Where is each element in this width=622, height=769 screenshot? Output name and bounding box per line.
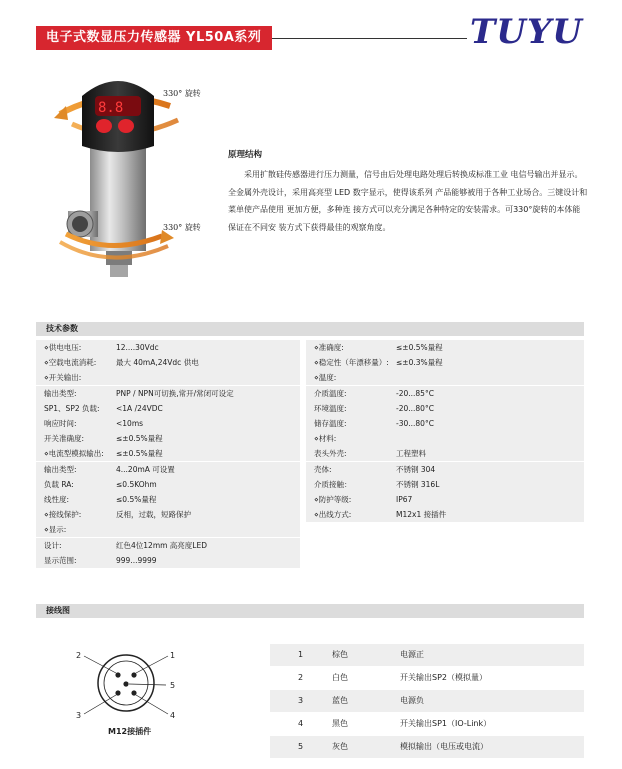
spec-row — [36, 386, 300, 401]
m12-pin-diagram — [70, 640, 200, 730]
spec-label: 表头外壳: — [314, 449, 347, 459]
spec-label: ⋄空载电流消耗: — [44, 358, 97, 368]
spec-value: ≤±0.5%量程 — [116, 449, 163, 459]
spec-value: 红色4位12mm 高亮度LED — [116, 540, 208, 550]
spec-label: ⋄供电电压: — [44, 343, 82, 352]
spec-row — [306, 492, 584, 507]
spec-label: 储存温度: — [314, 419, 347, 428]
wiring-row — [270, 644, 584, 666]
wiring-row — [270, 736, 584, 758]
spec-label: 输出类型: — [44, 388, 77, 398]
wiring-function: 开关输出SP1（IO-Link） — [400, 719, 492, 728]
wiring-row — [270, 690, 584, 712]
spec-value: PNP / NPN可切换,常开/常闭可设定 — [116, 388, 234, 398]
wiring-color: 棕色 — [332, 650, 348, 659]
spec-label: 介质接触： — [314, 479, 352, 489]
spec-value: 12....30Vdc — [116, 343, 159, 352]
spec-row — [36, 462, 300, 477]
spec-value: -30...80°C — [396, 419, 434, 428]
pin-label-5: 5 — [170, 681, 176, 690]
spec-label: ⋄接线保护: — [44, 510, 82, 520]
principle-text: 采用扩散硅传感器进行压力测量，信号由后处理电路处理后转换成标准工业 电信号输出并显示。全金属外壳设计，采用高亮型 LED 数字显示，使得该系列 产品能够被用于各种工业场合。三键设计和菜单使产品使用 更加方便，多种连 接方式可以充分满足各种特定的安装需求。可330°旋转的本体能保证在不同安 装方式下获得最佳的观察角度。 — [228, 170, 588, 232]
rotate-label-top: 330° 旋转 — [163, 89, 201, 98]
wiring-function: 模拟输出（电压或电流） — [400, 742, 488, 751]
spec-row — [36, 492, 300, 507]
spec-value: 最大 40mA,24Vdc 供电 — [116, 358, 199, 368]
wiring-color: 白色 — [332, 673, 348, 682]
spec-value: <1A /24VDC — [116, 403, 163, 413]
spec-row — [306, 507, 584, 522]
spec-value: 不锈钢 316L — [396, 479, 440, 489]
wiring-pin: 1 — [298, 650, 304, 659]
spec-value: ≤±0.5%量程 — [116, 434, 163, 444]
spec-row — [36, 370, 300, 385]
spec-label: ⋄显示: — [44, 525, 67, 535]
spec-label: 壳体: — [314, 464, 332, 474]
wiring-row — [270, 713, 584, 735]
spec-label: ⋄出线方式: — [314, 510, 352, 520]
wiring-pin: 4 — [298, 719, 304, 728]
wiring-function: 电源负 — [400, 696, 424, 705]
principle-heading: 原理结构 — [228, 150, 263, 160]
spec-label: 线性度: — [44, 495, 70, 504]
wiring-color: 蓝色 — [332, 696, 348, 705]
spec-value: M12x1 接插件 — [396, 510, 447, 520]
wiring-color: 黑色 — [332, 719, 348, 728]
spec-row — [306, 416, 584, 431]
spec-label: 显示范围: — [44, 555, 77, 565]
spec-value: 反相，过载，短路保护 — [116, 510, 191, 520]
svg-text:8.8: 8.8 — [98, 100, 124, 116]
rotate-label-bottom: 330° 旋转 — [163, 223, 201, 232]
spec-label: SP1、SP2 负载: — [44, 403, 100, 413]
m12-caption: M12接插件 — [108, 727, 152, 736]
spec-label: ⋄材料: — [314, 434, 337, 444]
pin-label-1: 1 — [170, 651, 176, 660]
spec-row — [306, 431, 584, 446]
spec-row — [306, 386, 584, 401]
spec-row — [36, 538, 300, 553]
spec-label: ⋄开关输出: — [44, 373, 82, 383]
spec-label: 响应时间: — [44, 419, 77, 428]
spec-row — [36, 553, 300, 568]
spec-value: 工程塑料 — [396, 449, 426, 459]
wiring-heading: 接线图 — [36, 604, 584, 618]
wiring-pin: 3 — [298, 696, 304, 705]
spec-row — [36, 522, 300, 537]
spec-row — [306, 477, 584, 492]
spec-value: 4...20mA 可设置 — [116, 464, 175, 474]
spec-row — [36, 355, 300, 370]
spec-value: ≤0.5%量程 — [116, 495, 157, 504]
spec-label: ⋄稳定性（年漂移量）: — [314, 358, 389, 368]
spec-label: 设计: — [44, 540, 62, 550]
spec-row — [36, 477, 300, 492]
spec-value: 不锈钢 304 — [396, 464, 436, 474]
spec-value: ≤0.5KOhm — [116, 479, 157, 489]
spec-row — [306, 355, 584, 370]
spec-row — [36, 340, 300, 355]
spec-row — [36, 431, 300, 446]
wiring-pin: 5 — [298, 742, 304, 751]
spec-row — [36, 507, 300, 522]
spec-label: 环境温度: — [314, 403, 347, 413]
spec-row — [306, 340, 584, 355]
spec-value: ≤±0.5%量程 — [396, 343, 443, 352]
specs-heading: 技术参数 — [36, 322, 584, 336]
spec-row — [36, 446, 300, 461]
spec-value: ≤±0.3%量程 — [396, 358, 443, 368]
pin-label-3: 3 — [76, 711, 82, 720]
spec-row — [306, 401, 584, 416]
wiring-row — [270, 667, 584, 689]
wiring-function: 开关输出SP2（模拟量） — [400, 673, 487, 682]
spec-row — [36, 416, 300, 431]
brand-logo: TUYU — [470, 12, 583, 52]
page-title: 电子式数显压力传感器 YL50A系列 — [36, 26, 272, 50]
spec-value: -20...85°C — [396, 388, 434, 398]
spec-label: ⋄准确度: — [314, 343, 344, 352]
spec-row — [306, 370, 584, 385]
wiring-function: 电源正 — [400, 650, 424, 659]
spec-row — [36, 401, 300, 416]
spec-row — [306, 446, 584, 461]
spec-value: 999...9999 — [116, 555, 157, 565]
spec-value: -20...80°C — [396, 403, 434, 413]
spec-value: IP67 — [396, 495, 413, 504]
spec-label: ⋄温度: — [314, 373, 337, 383]
spec-label: 输出类型: — [44, 464, 77, 474]
title-divider — [272, 38, 467, 39]
spec-label: 开关准确度: — [44, 434, 85, 444]
spec-label: 介质温度: — [314, 388, 347, 398]
spec-value: <10ms — [116, 419, 144, 428]
pin-label-2: 2 — [76, 651, 82, 660]
spec-label: 负载 RA: — [44, 479, 74, 489]
spec-label: ⋄防护等级: — [314, 495, 352, 504]
spec-row — [306, 462, 584, 477]
wiring-color: 灰色 — [332, 742, 348, 751]
spec-label: ⋄电流型模拟输出: — [44, 449, 104, 459]
pin-label-4: 4 — [170, 711, 176, 720]
wiring-pin: 2 — [298, 673, 304, 682]
